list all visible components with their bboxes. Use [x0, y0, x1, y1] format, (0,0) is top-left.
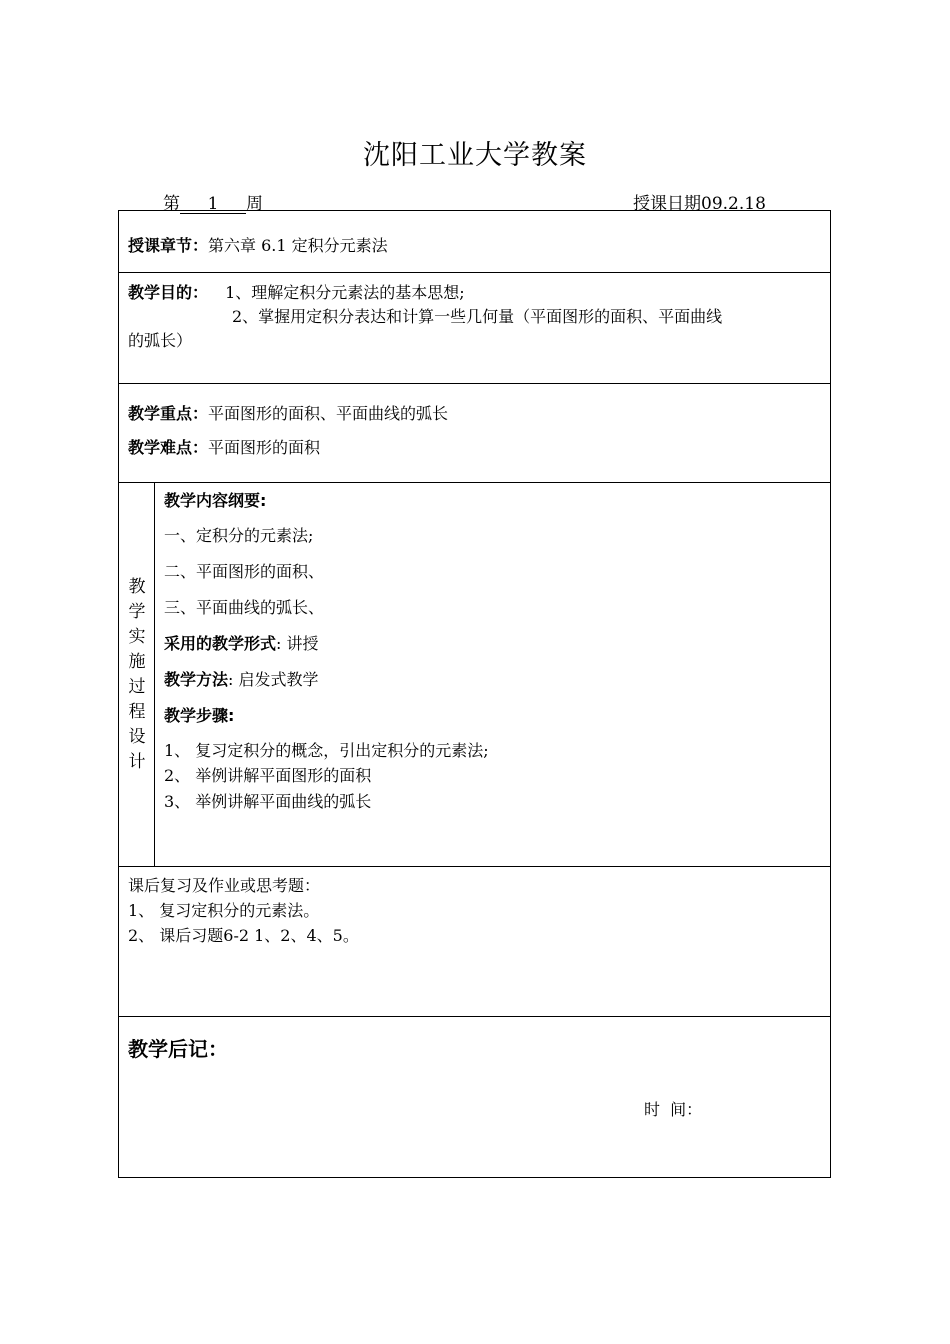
side-char: 计 [128, 752, 146, 772]
objective-2-continued: 的弧长） [128, 331, 193, 350]
outline-item: 一、定积分的元素法; [164, 526, 314, 545]
homework-section [118, 866, 831, 1017]
homework-label: 课后复习及作业或思考题： [128, 876, 321, 895]
chapter-value: 第六章 6.1 定积分元素法 [208, 236, 388, 255]
homework-item: 2、 课后习题6-2 1、2、4、5。 [128, 926, 359, 945]
form-value: : 讲授 [276, 634, 319, 653]
week-number: 1 [180, 195, 246, 214]
difficulty-value: 平面图形的面积 [208, 438, 321, 457]
method-value: : 启发式教学 [228, 670, 319, 689]
postscript-section [118, 1016, 831, 1178]
outline-item: 三、平面曲线的弧长、 [164, 598, 325, 617]
step-item: 1、 复习定积分的概念，引出定积分的元素法; [164, 741, 489, 760]
step-item: 3、 举例讲解平面曲线的弧长 [164, 792, 372, 811]
focus-section [118, 383, 831, 483]
method-label: 教学方法 [164, 670, 229, 689]
homework-item: 1、 复习定积分的元素法。 [128, 901, 320, 920]
key-point-value: 平面图形的面积、平面曲线的弧长 [208, 404, 449, 423]
difficulty-label: 教学难点： [128, 438, 209, 457]
process-section [118, 482, 831, 867]
objectives-section [118, 272, 831, 384]
side-char: 施 [128, 652, 146, 672]
objectives-label: 教学目的： [128, 283, 209, 302]
week-suffix: 周 [246, 194, 263, 214]
outline-item: 二、平面图形的面积、 [164, 562, 325, 581]
postscript-label: 教学后记： [128, 1037, 228, 1061]
side-char: 设 [128, 727, 146, 747]
week-prefix: 第 [163, 194, 180, 214]
date-value: 09.2.18 [701, 194, 766, 214]
outline-label: 教学内容纲要: [164, 491, 267, 510]
side-char: 实 [128, 627, 146, 647]
key-point-label: 教学重点： [128, 404, 209, 423]
form-label: 采用的教学形式 [164, 634, 277, 653]
side-char: 过 [128, 677, 146, 697]
time-label: 时 间： [644, 1100, 703, 1119]
step-item: 2、 举例讲解平面图形的面积 [164, 766, 372, 785]
objective-2: 2、掌握用定积分表达和计算一些几何量（平面图形的面积、平面曲线 [232, 307, 723, 326]
steps-label: 教学步骤: [164, 706, 235, 725]
process-side-label [119, 575, 155, 775]
side-char: 教 [128, 577, 146, 597]
objective-1: 1、理解定积分元素法的基本思想; [225, 283, 465, 302]
chapter-section [118, 210, 831, 273]
process-side-column [119, 483, 155, 866]
chapter-label: 授课章节： [128, 236, 209, 255]
side-char: 程 [128, 702, 146, 722]
side-char: 学 [128, 602, 146, 622]
document-title: 沈阳工业大学教案 [363, 140, 587, 171]
date-label: 授课日期 [633, 194, 701, 214]
